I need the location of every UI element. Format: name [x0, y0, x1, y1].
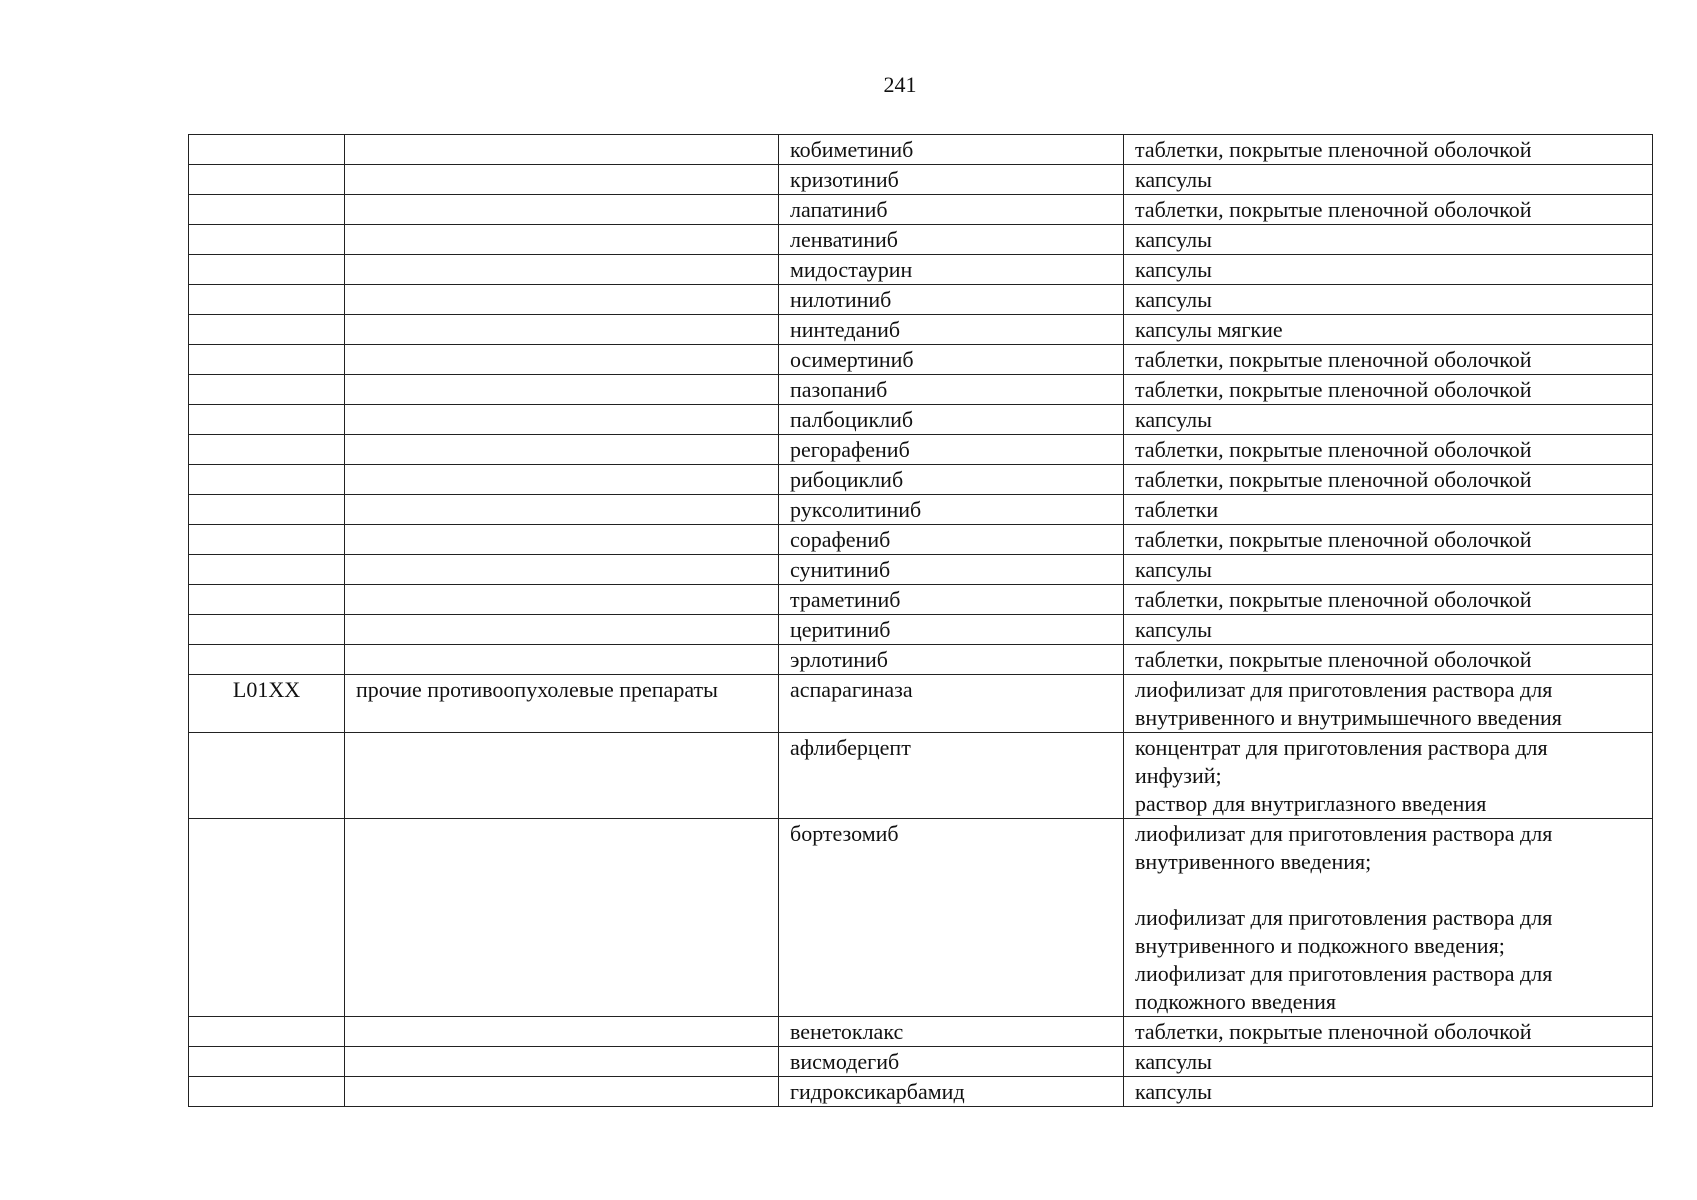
atc-code-cell: L01XX	[189, 675, 345, 733]
group-name-cell	[345, 165, 779, 195]
group-name-cell	[345, 819, 779, 1017]
table-body	[189, 135, 1653, 1107]
dosage-form-cell: таблетки, покрытые пленочной оболочкой	[1124, 645, 1653, 675]
drug-name-cell: регорафениб	[779, 435, 1124, 465]
drug-name-cell: висмодегиб	[779, 1047, 1124, 1077]
table-row	[189, 315, 1653, 345]
atc-code-cell	[189, 165, 345, 195]
table-row	[189, 1077, 1653, 1107]
table-row	[189, 1017, 1653, 1047]
dosage-form-cell: капсулы	[1124, 1047, 1653, 1077]
group-name-cell	[345, 1047, 779, 1077]
table-row	[189, 195, 1653, 225]
dosage-form-cell: капсулы мягкие	[1124, 315, 1653, 345]
group-name-cell	[345, 495, 779, 525]
group-name-cell	[345, 225, 779, 255]
drug-name-cell: афлиберцепт	[779, 733, 1124, 819]
table-row	[189, 733, 1653, 819]
atc-code-cell	[189, 405, 345, 435]
drug-name-cell: пазопаниб	[779, 375, 1124, 405]
atc-code-cell	[189, 1047, 345, 1077]
table-row	[189, 645, 1653, 675]
dosage-form-cell: концентрат для приготовления раствора для инфузий; раствор для внутриглазного введения	[1124, 733, 1653, 819]
table-row	[189, 495, 1653, 525]
table-row	[189, 435, 1653, 465]
atc-code-cell	[189, 525, 345, 555]
group-name-cell	[345, 733, 779, 819]
drug-name-cell: кризотиниб	[779, 165, 1124, 195]
page-number: 241	[883, 72, 917, 97]
dosage-form-cell: капсулы	[1124, 255, 1653, 285]
table-row	[189, 375, 1653, 405]
dosage-form-cell: таблетки, покрытые пленочной оболочкой	[1124, 465, 1653, 495]
table-row	[189, 165, 1653, 195]
drug-name-cell: ленватиниб	[779, 225, 1124, 255]
drug-name-cell: бортезомиб	[779, 819, 1124, 1017]
group-name-cell: прочие противоопухолевые препараты	[345, 675, 779, 733]
drug-name-cell: палбоциклиб	[779, 405, 1124, 435]
atc-code-cell	[189, 585, 345, 615]
group-name-cell	[345, 285, 779, 315]
group-name-cell	[345, 555, 779, 585]
drug-name-cell: мидостаурин	[779, 255, 1124, 285]
table-row	[189, 675, 1653, 733]
table-row	[189, 255, 1653, 285]
atc-code-cell	[189, 1017, 345, 1047]
table-row	[189, 1047, 1653, 1077]
group-name-cell	[345, 1017, 779, 1047]
drug-name-cell: кобиметиниб	[779, 135, 1124, 165]
group-name-cell	[345, 405, 779, 435]
group-name-cell	[345, 585, 779, 615]
drug-name-cell: осимертиниб	[779, 345, 1124, 375]
atc-code-cell	[189, 645, 345, 675]
dosage-form-cell: капсулы	[1124, 555, 1653, 585]
group-name-cell	[345, 345, 779, 375]
atc-code-cell	[189, 315, 345, 345]
table-row	[189, 585, 1653, 615]
drug-name-cell: рибоциклиб	[779, 465, 1124, 495]
atc-code-cell	[189, 555, 345, 585]
atc-code-cell	[189, 615, 345, 645]
dosage-form-cell: таблетки, покрытые пленочной оболочкой	[1124, 135, 1653, 165]
group-name-cell	[345, 1077, 779, 1107]
atc-code-cell	[189, 285, 345, 315]
group-name-cell	[345, 315, 779, 345]
dosage-form-cell: таблетки, покрытые пленочной оболочкой	[1124, 345, 1653, 375]
atc-code-cell	[189, 225, 345, 255]
group-name-cell	[345, 435, 779, 465]
drug-name-cell: аспарагиназа	[779, 675, 1124, 733]
drug-name-cell: руксолитиниб	[779, 495, 1124, 525]
group-name-cell	[345, 135, 779, 165]
dosage-form-cell: лиофилизат для приготовления раствора для внутривенного введения; лиофилизат для приготовления раствора для внутривенного и подкожного введения; лиофилизат для приготовления раствора для подкожного введения	[1124, 819, 1653, 1017]
drug-name-cell: сунитиниб	[779, 555, 1124, 585]
dosage-form-cell: таблетки, покрытые пленочной оболочкой	[1124, 525, 1653, 555]
drug-name-cell: сорафениб	[779, 525, 1124, 555]
table-row	[189, 555, 1653, 585]
drug-table	[188, 134, 1653, 1107]
group-name-cell	[345, 525, 779, 555]
group-name-cell	[345, 375, 779, 405]
table-row	[189, 285, 1653, 315]
dosage-form-cell: капсулы	[1124, 405, 1653, 435]
table-row	[189, 225, 1653, 255]
atc-code-cell	[189, 495, 345, 525]
dosage-form-cell: таблетки, покрытые пленочной оболочкой	[1124, 1017, 1653, 1047]
drug-name-cell: церитиниб	[779, 615, 1124, 645]
atc-code-cell	[189, 135, 345, 165]
table-row	[189, 345, 1653, 375]
atc-code-cell	[189, 465, 345, 495]
dosage-form-cell: таблетки, покрытые пленочной оболочкой	[1124, 195, 1653, 225]
table-row	[189, 405, 1653, 435]
atc-code-cell	[189, 195, 345, 225]
dosage-form-cell: капсулы	[1124, 615, 1653, 645]
atc-code-cell	[189, 375, 345, 405]
dosage-form-cell: капсулы	[1124, 225, 1653, 255]
atc-code-cell	[189, 255, 345, 285]
atc-code-cell	[189, 819, 345, 1017]
dosage-form-cell: таблетки	[1124, 495, 1653, 525]
atc-code-cell	[189, 435, 345, 465]
dosage-form-cell: капсулы	[1124, 165, 1653, 195]
dosage-form-cell: капсулы	[1124, 1077, 1653, 1107]
drug-name-cell: гидроксикарбамид	[779, 1077, 1124, 1107]
drug-name-cell: траметиниб	[779, 585, 1124, 615]
atc-code-cell	[189, 345, 345, 375]
group-name-cell	[345, 465, 779, 495]
atc-code-cell	[189, 733, 345, 819]
drug-name-cell: лапатиниб	[779, 195, 1124, 225]
dosage-form-cell: лиофилизат для приготовления раствора для внутривенного и внутримышечного введения	[1124, 675, 1653, 733]
group-name-cell	[345, 255, 779, 285]
group-name-cell	[345, 195, 779, 225]
drug-name-cell: нинтеданиб	[779, 315, 1124, 345]
atc-code-cell	[189, 1077, 345, 1107]
drug-name-cell: нилотиниб	[779, 285, 1124, 315]
dosage-form-cell: капсулы	[1124, 285, 1653, 315]
group-name-cell	[345, 645, 779, 675]
table-row	[189, 819, 1653, 1017]
table-row	[189, 525, 1653, 555]
dosage-form-cell: таблетки, покрытые пленочной оболочкой	[1124, 375, 1653, 405]
table-row	[189, 465, 1653, 495]
dosage-form-cell: таблетки, покрытые пленочной оболочкой	[1124, 585, 1653, 615]
drug-name-cell: эрлотиниб	[779, 645, 1124, 675]
drug-name-cell: венетоклакс	[779, 1017, 1124, 1047]
table-row	[189, 135, 1653, 165]
dosage-form-cell: таблетки, покрытые пленочной оболочкой	[1124, 435, 1653, 465]
table-row	[189, 615, 1653, 645]
group-name-cell	[345, 615, 779, 645]
